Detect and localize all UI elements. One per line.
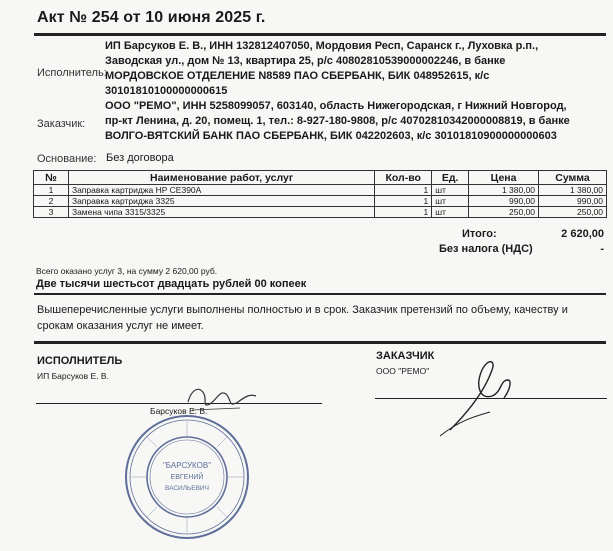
customer-line: ООО "РЕМО", ИНН 5258099057, 603140, область Нижегородская, г Нижний Новгород, bbox=[105, 100, 567, 112]
row-number: 1 bbox=[34, 185, 69, 196]
customer-line: ВОЛГО-ВЯТСКИЙ БАНК ПАО СБЕРБАНК, БИК 042202603, к/с 30101810900000000603 bbox=[105, 130, 557, 142]
amount-in-words: Две тысячи шестьсот двадцать рублей 00 копеек bbox=[36, 278, 307, 290]
executor-signature-name: ИП Барсуков Е. В. bbox=[37, 371, 109, 381]
col-header-sum: Сумма bbox=[539, 171, 607, 185]
stamp-line: ВАСИЛЬЕВИЧ bbox=[165, 485, 209, 492]
note-line: срокам оказания услуг не имеет. bbox=[37, 320, 204, 332]
company-stamp bbox=[122, 412, 252, 542]
executor-line: ИП Барсуков Е. В., ИНН 132812407050, Мордовия Респ, Саранск г., Луховка р.п., bbox=[105, 40, 539, 52]
services-summary: Всего оказано услуг 3, на сумму 2 620,00 руб. bbox=[36, 266, 218, 276]
col-header-name: Наименование работ, услуг bbox=[68, 171, 374, 185]
executor-signature-heading: ИСПОЛНИТЕЛЬ bbox=[37, 355, 123, 367]
executor-line: Заводская ул., дом № 13, квартира 25, р/с 40802810539000002246, в банке bbox=[105, 55, 506, 67]
services-table bbox=[33, 170, 607, 218]
executor-label: Исполнитель: bbox=[37, 67, 107, 79]
row-unit: шт bbox=[432, 185, 469, 196]
row-price: 990,00 bbox=[469, 196, 539, 207]
completion-note bbox=[37, 302, 597, 334]
customer-label: Заказчик: bbox=[37, 118, 86, 130]
row-quantity: 1 bbox=[375, 185, 432, 196]
row-price: 250,00 bbox=[469, 207, 539, 218]
summary-divider bbox=[34, 293, 606, 295]
customer-line: пр-кт Ленина, д. 20, помещ. 1, тел.: 8-927-180-9808, р/с 40702810342000008819, в банке bbox=[105, 115, 570, 127]
title-divider bbox=[34, 33, 606, 36]
row-sum: 1 380,00 bbox=[539, 185, 607, 196]
col-header-price: Цена bbox=[469, 171, 539, 185]
executor-sign-caption: Барсуков Е. В. bbox=[150, 406, 208, 416]
document-title: Акт № 254 от 10 июня 2025 г. bbox=[37, 9, 266, 26]
row-quantity: 1 bbox=[375, 207, 432, 218]
vat-value: - bbox=[600, 243, 604, 255]
row-quantity: 1 bbox=[375, 196, 432, 207]
row-name: Заправка картриджа HP CE390A bbox=[68, 185, 374, 196]
customer-signature-name: ООО "РЕМО" bbox=[376, 366, 430, 376]
basis-value: Без договора bbox=[106, 152, 174, 164]
table-header-row bbox=[34, 171, 607, 185]
table-row bbox=[34, 196, 607, 207]
table-row bbox=[34, 185, 607, 196]
executor-line: МОРДОВСКОЕ ОТДЕЛЕНИЕ N8589 ПАО СБЕРБАНК, БИК 048952615, к/с bbox=[105, 70, 490, 82]
stamp-line: ЕВГЕНИЙ bbox=[170, 474, 204, 481]
row-name: Замена чипа 3315/3325 bbox=[68, 207, 374, 218]
customer-signature-heading: ЗАКАЗЧИК bbox=[376, 350, 435, 362]
customer-signature-scribble bbox=[430, 350, 520, 440]
col-header-quantity: Кол-во bbox=[375, 171, 432, 185]
row-unit: шт bbox=[432, 196, 469, 207]
row-name: Заправка картриджа 3325 bbox=[68, 196, 374, 207]
executor-details bbox=[105, 39, 600, 99]
col-header-number: № bbox=[34, 171, 69, 185]
total-label: Итого: bbox=[462, 228, 497, 240]
row-price: 1 380,00 bbox=[469, 185, 539, 196]
row-sum: 250,00 bbox=[539, 207, 607, 218]
executor-line: 30101810100000000615 bbox=[105, 85, 228, 97]
customer-details bbox=[105, 99, 600, 144]
executor-signature-line bbox=[36, 403, 322, 404]
total-value: 2 620,00 bbox=[561, 228, 604, 240]
row-number: 2 bbox=[34, 196, 69, 207]
table-row bbox=[34, 207, 607, 218]
col-header-unit: Ед. bbox=[432, 171, 469, 185]
note-line: Вышеперечисленные услуги выполнены полностью и в срок. Заказчик претензий по объему, качеству и bbox=[37, 304, 568, 316]
row-number: 3 bbox=[34, 207, 69, 218]
row-sum: 990,00 bbox=[539, 196, 607, 207]
stamp-line: "БАРСУКОВ" bbox=[162, 461, 212, 470]
note-divider bbox=[34, 341, 606, 344]
row-unit: шт bbox=[432, 207, 469, 218]
vat-label: Без налога (НДС) bbox=[439, 243, 533, 255]
basis-label: Основание: bbox=[37, 153, 97, 165]
